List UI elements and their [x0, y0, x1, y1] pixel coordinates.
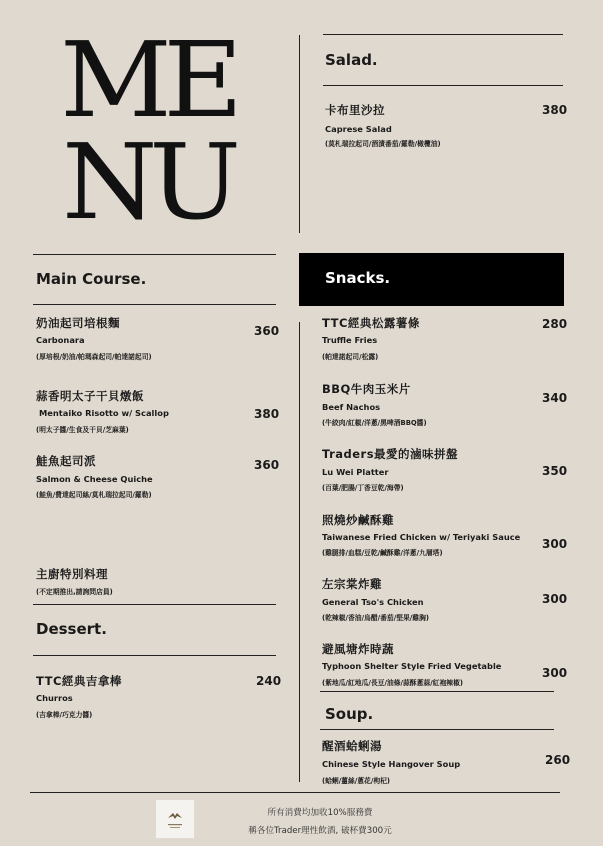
divider-vertical-bottom [299, 322, 300, 782]
soup-heading: Soup. [325, 705, 374, 723]
main-item-desc: (明太子醬/生食及干貝/芝麻葉) [36, 426, 129, 434]
logo-mark-icon [160, 804, 190, 834]
main-item-price: 360 [254, 324, 280, 338]
main-item-en: Mentaiko Risotto w/ Scallop [39, 408, 169, 418]
main-item-zh: 鮭魚起司派 [36, 454, 96, 468]
dessert-item-zh: TTC經典吉拿棒 [36, 674, 122, 688]
main-rule-bottom [33, 304, 276, 305]
salad-item-en: Caprese Salad [325, 124, 392, 134]
snacks-item-en: Truffle Fries [322, 335, 378, 345]
main-item-zh: 主廚特別料理 [36, 567, 108, 581]
snacks-item-zh: TTC經典松露薯條 [322, 316, 420, 330]
snacks-item-en: Beef Nachos [322, 402, 381, 412]
dessert-rule-bottom [33, 655, 276, 656]
main-item-zh: 奶油起司培根麵 [36, 316, 120, 330]
snacks-item-price: 350 [542, 464, 568, 478]
main-item-desc: (鮭魚/費達起司絲/莫札瑞拉起司/羅勒) [36, 491, 152, 499]
snacks-item-price: 300 [542, 537, 568, 551]
snacks-item-desc: (雞腿排/血糕/豆乾/鹹酥雞/洋蔥/九層塔) [322, 549, 443, 557]
salad-rule-top [323, 34, 563, 35]
dessert-heading: Dessert. [36, 620, 107, 638]
salad-item-price: 380 [542, 103, 568, 117]
soup-item-zh: 醒酒蛤蜊湯 [322, 739, 382, 753]
menu-title-line1: ME [60, 19, 235, 141]
main-item-price: 380 [254, 407, 280, 421]
restaurant-logo [156, 800, 194, 838]
snacks-item-desc: (乾辣椒/香油/烏醋/番茄/堅果/雞胸) [322, 614, 429, 622]
snacks-item-zh: 左宗棠炸雞 [322, 577, 382, 591]
snacks-item-desc: (牛絞肉/紅椒/洋蔥/黑啤酒BBQ醬) [322, 419, 427, 427]
snacks-item-desc: (帕達諾起司/松露) [322, 353, 379, 361]
soup-item-en: Chinese Style Hangover Soup [322, 759, 461, 769]
soup-rule-bottom [320, 729, 554, 730]
footer-rule [30, 792, 560, 793]
snacks-item-en: Lu Wei Platter [322, 467, 389, 477]
dessert-item-price: 240 [256, 674, 282, 688]
dessert-item-en: Churros [36, 693, 73, 703]
soup-item-desc: (蛤蜊/薑絲/蔥花/枸杞) [322, 777, 391, 785]
footer-service-charge: 所有消費均加收10%服務費 [267, 808, 373, 818]
snacks-item-zh: Traders最愛的滷味拼盤 [322, 447, 459, 461]
snacks-item-en: Typhoon Shelter Style Fried Vegetable [322, 661, 502, 671]
soup-rule-top [320, 691, 554, 692]
snacks-heading-bar [299, 253, 564, 306]
main-item-zh: 蒜香明太子干貝燉飯 [36, 389, 144, 403]
snacks-item-zh: 照燒炒鹹酥雞 [322, 513, 394, 527]
salad-heading: Salad. [325, 51, 378, 69]
main-heading: Main Course. [36, 270, 147, 288]
salad-rule-bottom [323, 85, 563, 86]
main-item-desc: (不定期推出,請詢問店員) [36, 588, 113, 596]
salad-item-zh: 卡布里沙拉 [325, 103, 385, 117]
divider-vertical-top [299, 35, 300, 233]
main-item-en: Salmon & Cheese Quiche [36, 474, 153, 484]
main-item-en: Carbonara [36, 335, 85, 345]
dessert-rule-top [33, 604, 276, 605]
snacks-item-price: 300 [542, 592, 568, 606]
main-rule-top [33, 254, 276, 255]
footer-drink-notice: 稱各位Trader理性飲酒, 破杯費300元 [248, 826, 392, 836]
soup-item-price: 260 [545, 753, 571, 767]
snacks-item-en: General Tso's Chicken [322, 597, 424, 607]
snacks-item-desc: (紫地瓜/紅地瓜/長豆/油條/蒜酥蔥蒜/紅袍辣椒) [322, 679, 463, 687]
snacks-item-en: Taiwanese Fried Chicken w/ Teriyaki Sauce [322, 532, 521, 542]
snacks-item-price: 300 [542, 666, 568, 680]
main-item-desc: (厚培根/奶油/帕瑪森起司/帕達諾起司) [36, 353, 152, 361]
snacks-item-zh: 避風塘炸時蔬 [322, 642, 394, 656]
snacks-item-price: 280 [542, 317, 568, 331]
salad-item-desc: (莫札瑞拉起司/酒漬番茄/羅勒/橄欖油) [325, 140, 441, 148]
main-item-price: 360 [254, 458, 280, 472]
snacks-item-zh: BBQ牛肉玉米片 [322, 382, 411, 396]
snacks-item-price: 340 [542, 391, 568, 405]
menu-title-line2: NU [62, 121, 233, 243]
dessert-item-desc: (吉拿棒/巧克力醬) [36, 711, 93, 719]
snacks-heading: Snacks. [325, 269, 391, 287]
snacks-item-desc: (百葉/肥腸/丁香豆乾/海帶) [322, 484, 404, 492]
